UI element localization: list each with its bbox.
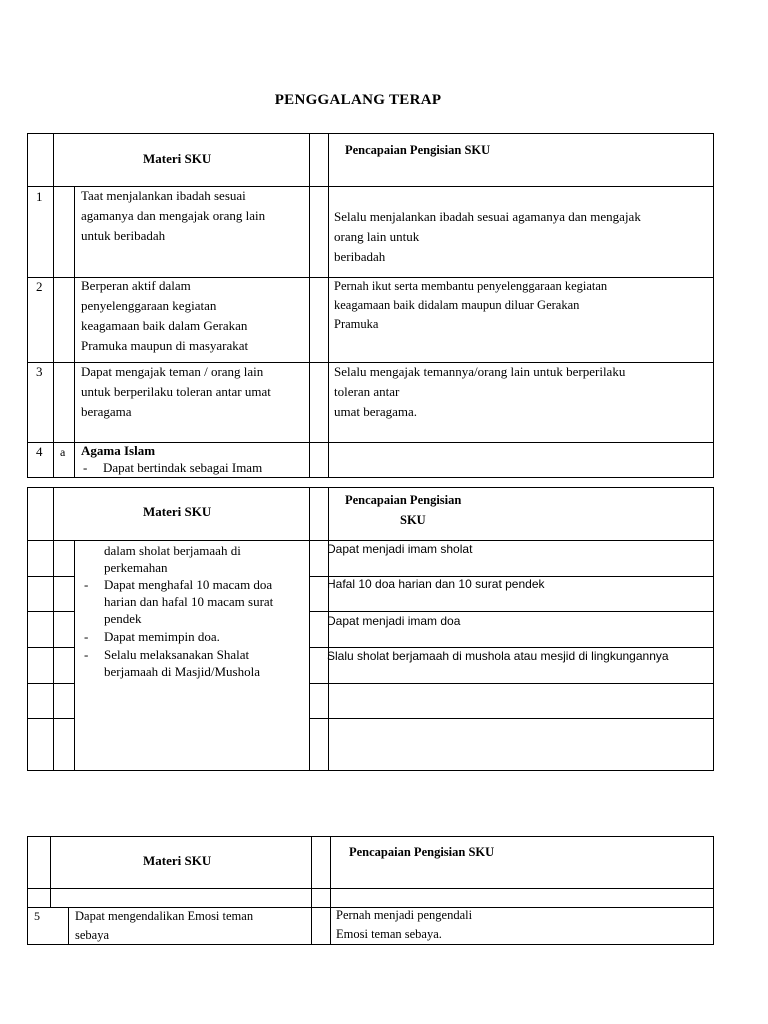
materi-text: Dapat mengendalikan Emosi teman sebaya	[75, 909, 254, 942]
materi-text: Dapat mengajak teman / orang lain untuk berperilaku toleran antar umat beragama	[81, 364, 271, 419]
materi-header: Materi SKU	[143, 504, 212, 519]
materi-heading: Agama Islam	[81, 443, 156, 458]
pencapaian-text: Dapat menjadi imam sholat	[327, 542, 473, 556]
row-sub-letter: a	[60, 445, 66, 459]
pencapaian-header: Pencapaian Pengisian SKU	[345, 143, 491, 157]
pencapaian-text: Hafal 10 doa harian dan 10 surat pendek	[327, 577, 545, 591]
row-number: 4	[36, 444, 43, 459]
pencapaian-header: Pencapaian Pengisian SKU	[349, 845, 495, 859]
page-title: PENGGALANG TERAP	[274, 92, 442, 108]
row-number: 2	[36, 279, 43, 294]
materi-text: Dapat bertindak sebagai Imam	[103, 460, 263, 475]
pencapaian-text: Selalu mengajak temannya/orang lain untuk berperilaku toleran antar umat beragama.	[334, 364, 626, 419]
materi-text: Berperan aktif dalam penyelenggaraan kegiatan keagamaan baik dalam Gerakan Pramuka maupun di masyarakat	[81, 278, 249, 353]
row-number: 5	[34, 909, 40, 923]
row-number: 3	[36, 364, 43, 379]
materi-text: Taat menjalankan ibadah sesuai agamanya dan mengajak orang lain untuk beribadah	[81, 188, 266, 243]
pencapaian-text: Slalu sholat berjamaah di mushola atau mesjid di lingkungannya	[327, 649, 669, 663]
pencapaian-text: Selalu menjalankan ibadah sesuai agamanya dan mengajak orang lain untuk beribadah	[334, 209, 641, 264]
pencapaian-text: Dapat menjadi imam doa	[327, 614, 461, 628]
materi-header: Materi SKU	[143, 151, 212, 166]
pencapaian-text: Pernah ikut serta membantu penyelenggaraan kegiatan keagamaan baik didalam maupun diluar Gerakan Pramuka	[334, 279, 608, 331]
pencapaian-text: Pernah menjadi pengendali Emosi teman sebaya.	[336, 908, 473, 941]
pencapaian-header: Pencapaian Pengisian	[345, 493, 462, 507]
materi-dash: -	[83, 460, 88, 475]
materi-header: Materi SKU	[143, 853, 212, 868]
row-number: 1	[36, 189, 43, 204]
pencapaian-header-line2: SKU	[400, 513, 426, 527]
